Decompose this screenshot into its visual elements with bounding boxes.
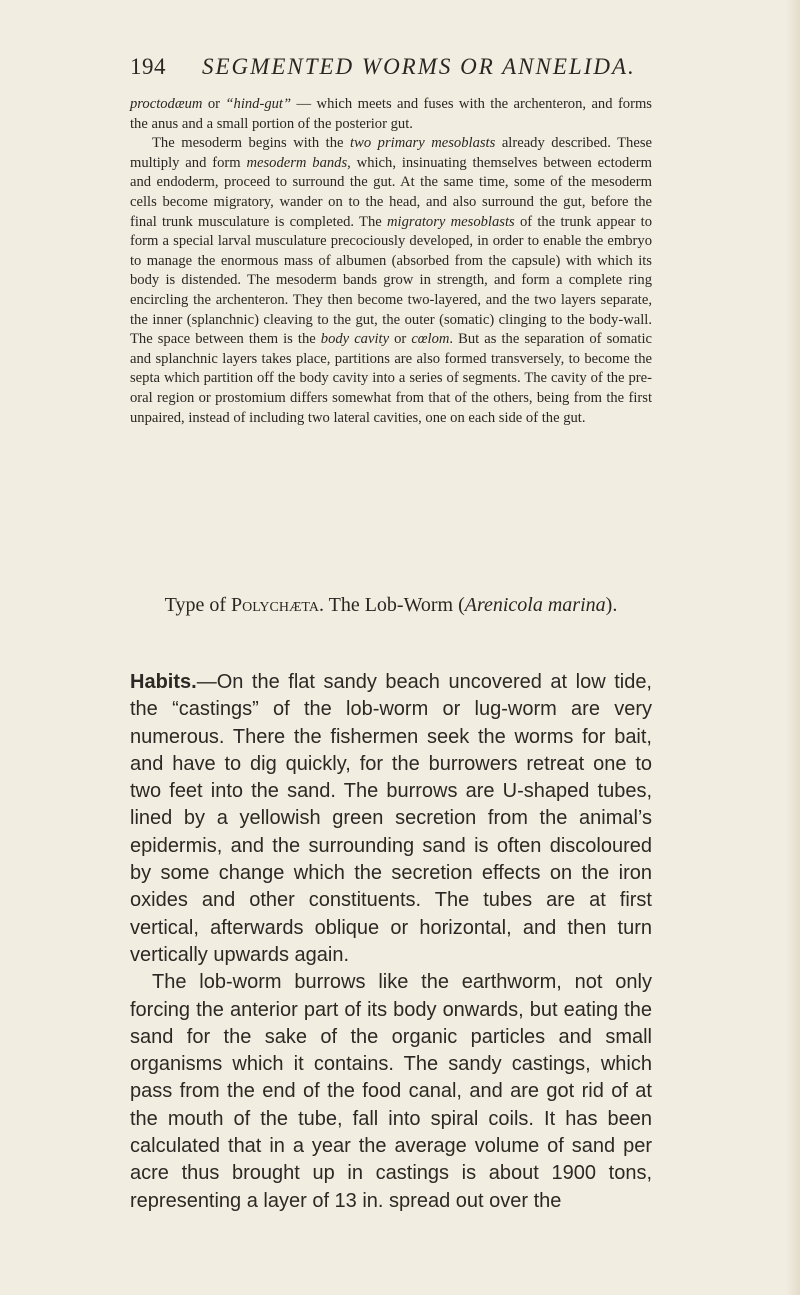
term-body-cavity: body cavity: [320, 331, 390, 348]
mesoderm-paragraph: The mesoderm begins with the two primary mesoblasts already described. These multiply and form mesoderm bands, which, insinuating themselves between ectoderm and endoderm, proceed to surround the gut. At the same time, some of the mesoderm cells become migratory, wander on to the head, and also surround the gut, before the final trunk musculature is completed. The migratory mesoblasts of the trunk appear to form a special larval musculature precociously developed, in order to enable the embryo to manage the enormous mass of albumen (absorbed from the capsule) with which its body is distended. The mesoderm bands grow in strength, and form a complete ring encircling the archenteron. They then become two-layered, and the two layers separate, the inner (splanchnic) cleaving to the gut, the outer (somatic) clinging to the body-wall. The space between them is the body cavity or cœlom. But as the separation of somatic and splanchnic layers takes place, partitions are also formed transversely, to become the septa which partition off the body cavity into a series of segments. The cavity of the pre-oral region or prostomium differs somewhat from that of the others, being from the first unpaired, instead of including two lateral cavities, one on each side of the gut.: [130, 135, 652, 426]
running-title: SEGMENTED WORMS OR ANNELIDA.: [202, 54, 636, 79]
species-name: Arenicola marina: [464, 594, 606, 616]
proctodaeum-paragraph: proctodæum or “hind-gut” — which meets and fuses with the archenteron, and forms the anus and a small portion of the posterior gut.: [130, 96, 652, 132]
habits-heading: Habits.: [130, 671, 197, 693]
term-mesoderm-bands: mesoderm bands: [246, 154, 348, 171]
burrowing-paragraph: The lob-worm burrows like the earthworm, not only forcing the anterior part of its body onwards, but eating the sand for the sake of the organic particles and small organisms which it contains. The sandy castings, which pass from the end of the food canal, and are got rid of at the mouth of the tube, fall into spiral coils. It has been calculated that in a year the average volume of sand per acre thus brought up in castings is about 1900 tons, representing a layer of 13 in. spread out over the: [130, 971, 652, 1212]
page-header: [0, 50, 800, 90]
term-migratory-mesoblasts: migratory mesoblasts: [387, 213, 515, 230]
term-coelom: cœlom: [411, 331, 450, 348]
embryology-text: [130, 95, 652, 428]
habits-text: [130, 669, 652, 1215]
group-name: Polychæta: [231, 594, 319, 616]
term-proctodaeum: proctodæum: [130, 96, 203, 112]
page-number: 194: [130, 54, 166, 79]
term-hind-gut: “hind-gut”: [225, 96, 292, 112]
term-primary-mesoblasts: two primary mesoblasts: [350, 135, 496, 152]
section-title: Type of Polychæta. The Lob-Worm (Arenicola marina).: [164, 594, 618, 616]
habits-paragraph: Habits.—On the flat sandy beach uncovered at low tide, the “castings” of the lob-worm or lug-worm are very numerous. There the fishermen seek the worms for bait, and have to dig quickly, for the burrowers retreat one to two feet into the sand. The burrows are U-shaped tubes, lined by a yellowish green secretion from the animal’s epidermis, and the surrounding sand is often discoloured by some change which the secretion effects on the iron oxides and other constituents. The tubes are at first vertical, afterwards oblique or horizontal, and then turn vertically upwards again.: [130, 671, 652, 966]
page-edge-shadow: [786, 0, 800, 1295]
